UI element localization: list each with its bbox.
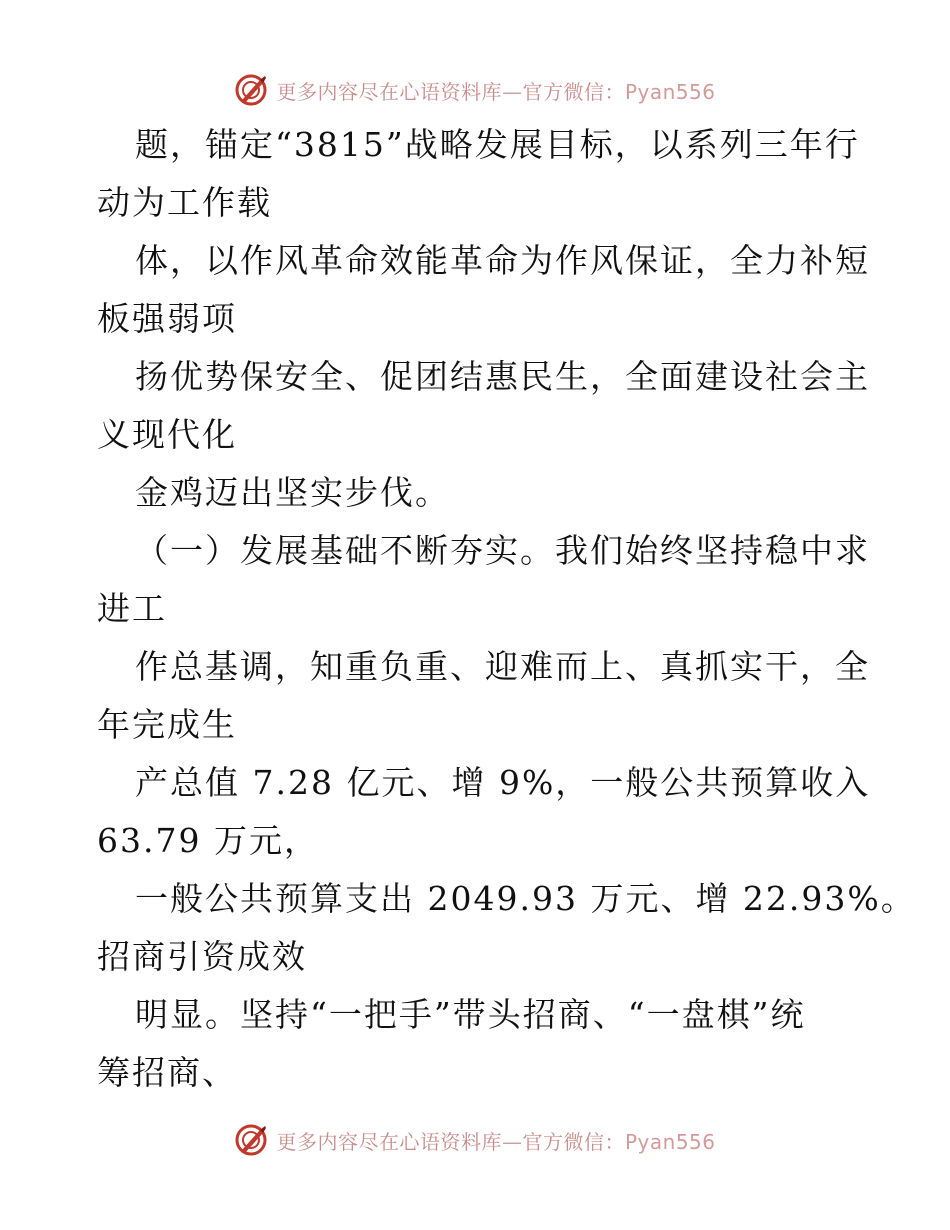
header-brand: 更多内容尽在心语资料库 bbox=[276, 79, 502, 104]
text-line-3: 体，以作风革命效能革命为作风保证，全力补短 bbox=[135, 241, 870, 280]
header-watermark bbox=[0, 70, 950, 110]
footer-wechat-id: Pyan556 bbox=[624, 1129, 716, 1154]
document-body bbox=[97, 116, 916, 1102]
text-line-15: 招商引资成效 bbox=[97, 937, 307, 976]
text-line-6: 义现代化 bbox=[97, 415, 237, 454]
text-line-9: 进工 bbox=[97, 589, 167, 628]
text-line-17: 筹招商、 bbox=[97, 1053, 237, 1092]
pen-logo-icon bbox=[234, 1123, 268, 1157]
text-line-7: 金鸡迈出坚实步伐。 bbox=[135, 473, 450, 512]
text-line-12: 产总值 7.28 亿元、增 9%，一般公共预算收入 bbox=[135, 763, 871, 802]
text-line-1: 题，锚定“3815”战略发展目标，以系列三年行 bbox=[135, 125, 860, 164]
footer-watermark-text bbox=[276, 1126, 715, 1155]
header-wechat-id: Pyan556 bbox=[624, 79, 716, 104]
text-line-5: 扬优势保安全、促团结惠民生，全面建设社会主 bbox=[135, 357, 870, 396]
text-line-13: 63.79 万元， bbox=[97, 821, 319, 860]
text-line-8: （一）发展基础不断夯实。我们始终坚持稳中求 bbox=[135, 531, 870, 570]
pen-logo-icon bbox=[234, 73, 268, 107]
footer-separator: — bbox=[501, 1129, 523, 1154]
header-watermark-text bbox=[276, 76, 715, 105]
header-contact: 官方微信： bbox=[522, 79, 625, 104]
footer-watermark bbox=[0, 1120, 950, 1160]
footer-watermark-inner bbox=[234, 1123, 715, 1157]
text-line-14: 一般公共预算支出 2049.93 万元、增 22.93%。 bbox=[135, 879, 916, 918]
text-line-16: 明显。坚持“一把手”带头招商、“一盘棋”统 bbox=[135, 995, 806, 1034]
header-watermark-inner bbox=[234, 73, 715, 107]
text-line-2: 动为工作载 bbox=[97, 183, 272, 222]
text-line-11: 年完成生 bbox=[97, 705, 237, 744]
text-line-4: 板强弱项 bbox=[97, 299, 237, 338]
footer-contact: 官方微信： bbox=[522, 1129, 625, 1154]
text-line-10: 作总基调，知重负重、迎难而上、真抓实干，全 bbox=[135, 647, 870, 686]
header-separator: — bbox=[501, 79, 523, 104]
footer-brand: 更多内容尽在心语资料库 bbox=[276, 1129, 502, 1154]
